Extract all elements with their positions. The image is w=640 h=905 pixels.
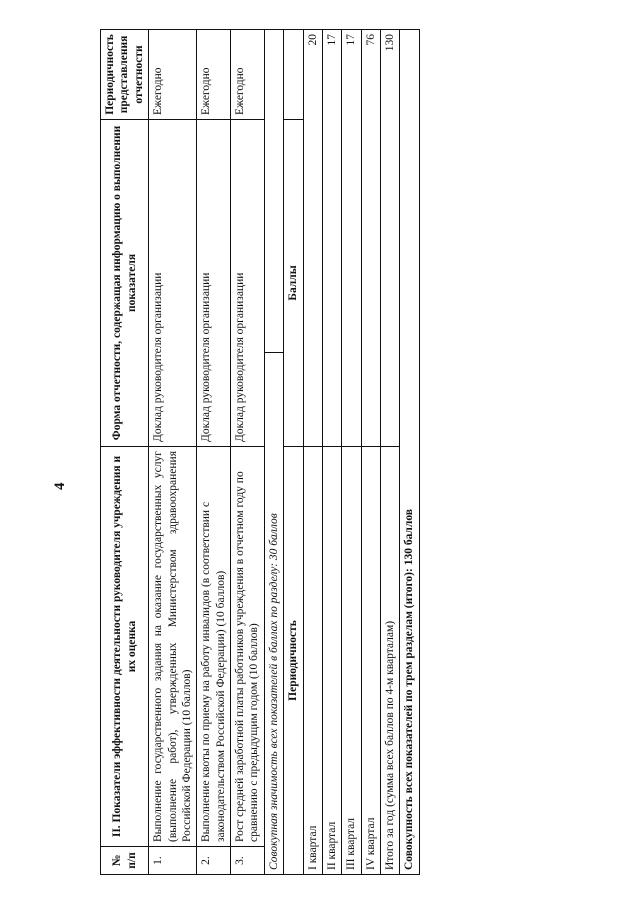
row-2-num: 2. — [197, 847, 231, 875]
score-2-value: 17 — [322, 29, 341, 446]
row-2-period: Ежегодно — [197, 29, 231, 119]
header-num: № п/п — [101, 847, 149, 875]
table-row — [197, 29, 231, 874]
scores-header-period: Периодичность — [284, 447, 303, 875]
page-number: 4 — [52, 482, 68, 490]
score-4-label: IV квартал — [361, 447, 380, 875]
row-1-period: Ежегодно — [149, 29, 197, 119]
score-4-value: 76 — [361, 29, 380, 446]
table-row — [303, 29, 322, 874]
grand-total: Совокупность всех показателей по трем разделам (итого): 130 баллов — [400, 29, 419, 874]
score-3-value: 17 — [342, 29, 361, 446]
row-2-form: Доклад руководителя организации — [197, 119, 231, 446]
row-1-text: Выполнение государственного задания на оказание государственных услуг (выполнение работ), утвержденных Министерством здравоохранения Российской Федерации (10 баллов) — [149, 447, 197, 847]
section-total-blank — [264, 29, 283, 352]
row-2-text: Выполнение квоты по приему на работу инвалидов (в соответствии с законодательством Российской Федерации) (10 баллов) — [197, 447, 231, 847]
row-3-text: Рост средней заработной платы работников учреждения в отчетном году по сравнению с предыдущим годом (10 баллов) — [231, 447, 265, 847]
header-period: Периодичность представления отчетности — [101, 29, 149, 119]
row-3-period: Ежегодно — [231, 29, 265, 119]
score-1-value: 20 — [303, 29, 322, 446]
row-3-num: 3. — [231, 847, 265, 875]
performance-table — [100, 29, 420, 875]
score-2-label: II квартал — [322, 447, 341, 875]
scores-header-blank — [284, 29, 303, 119]
scores-header-points: Баллы — [284, 119, 303, 446]
table-row — [322, 29, 341, 874]
section-total: Совокупная значимость всех показателей в баллах по разделу: 30 баллов — [264, 353, 283, 875]
row-3-form: Доклад руководителя организации — [231, 119, 265, 446]
grand-total-row — [400, 29, 419, 874]
section-total-row — [264, 29, 283, 874]
scores-header-row — [284, 29, 303, 874]
row-1-num: 1. — [149, 847, 197, 875]
score-3-label: III квартал — [342, 447, 361, 875]
year-total-label: Итого за год (сумма всех баллов по 4-м кварталам) — [381, 447, 400, 875]
header-form: Форма отчетности, содержащая информацию о выполнении показателя — [101, 119, 149, 446]
score-1-label: I квартал — [303, 447, 322, 875]
table-row — [342, 29, 361, 874]
year-total-value: 130 — [381, 29, 400, 446]
table-row — [361, 29, 380, 874]
rotated-page — [52, 0, 416, 875]
year-total-row — [381, 29, 400, 874]
header-title: II. Показатели эффективности деятельности руководителя учреждения и их оценка — [101, 447, 149, 847]
row-1-form: Доклад руководителя организации — [149, 119, 197, 446]
table-header-row — [101, 29, 149, 874]
table-row — [231, 29, 265, 874]
table-row — [149, 29, 197, 874]
